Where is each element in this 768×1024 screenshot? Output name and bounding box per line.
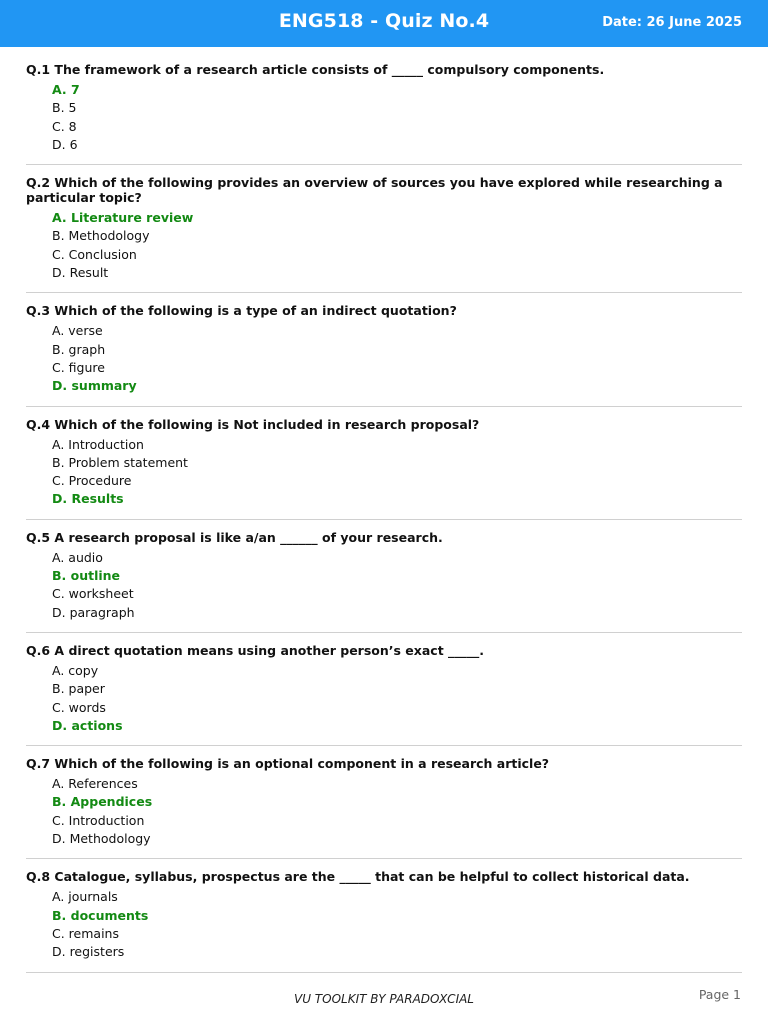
answer-option: D. registers <box>52 944 125 960</box>
header-bar <box>0 0 768 47</box>
answer-option: A. verse <box>52 323 103 339</box>
answer-option: A. journals <box>52 889 118 905</box>
correct-answer-option: B. outline <box>52 568 121 584</box>
option-list <box>26 209 742 282</box>
answer-option: C. Procedure <box>52 473 132 489</box>
answer-option: C. figure <box>52 359 105 375</box>
question-block <box>26 175 742 293</box>
correct-answer-option: D. summary <box>52 378 137 394</box>
question-text: Q.5 A research proposal is like a/an ______ of your research. <box>26 529 443 545</box>
answer-option: C. words <box>52 699 106 715</box>
option-list <box>26 81 742 154</box>
question-block <box>26 530 742 633</box>
correct-answer-option: B. Appendices <box>52 794 153 810</box>
answer-option: B. paper <box>52 681 105 697</box>
answer-option: C. 8 <box>52 118 77 134</box>
question-block <box>26 869 742 972</box>
question-block <box>26 303 742 406</box>
option-list <box>26 888 742 961</box>
correct-answer-option: B. documents <box>52 907 149 923</box>
answer-option: B. Problem statement <box>52 454 188 470</box>
option-list <box>26 436 742 509</box>
correct-answer-option: D. actions <box>52 717 123 733</box>
question-text: Q.7 Which of the following is an optional component in a research article? <box>26 756 550 772</box>
answer-option: B. 5 <box>52 100 77 116</box>
option-list <box>26 775 742 848</box>
question-text: Q.2 Which of the following provides an overview of sources you have explored while researching a particular topic? <box>26 175 723 206</box>
question-text: Q.1 The framework of a research article consists of _____ compulsory components. <box>26 62 605 77</box>
answer-option: A. References <box>52 776 138 792</box>
question-block <box>26 643 742 746</box>
question-list <box>26 62 742 983</box>
answer-option: A. Introduction <box>52 436 144 452</box>
answer-option: C. Introduction <box>52 812 145 828</box>
answer-option: A. audio <box>52 549 103 565</box>
option-list <box>26 662 742 735</box>
question-text: Q.8 Catalogue, syllabus, prospectus are the _____ that can be helpful to collect historical data. <box>26 869 690 885</box>
answer-option: C. Conclusion <box>52 246 137 262</box>
page-title: ENG518 - Quiz No.4 <box>278 10 490 32</box>
footer-credit: VU TOOLKIT BY PARADOXCIAL <box>293 992 474 1006</box>
answer-option: D. 6 <box>52 136 78 152</box>
option-list <box>26 549 742 622</box>
answer-option: D. Result <box>52 265 109 281</box>
correct-answer-option: A. Literature review <box>52 210 194 226</box>
answer-option: D. paragraph <box>52 604 135 620</box>
question-text: Q.4 Which of the following is Not included in research proposal? <box>26 416 480 432</box>
correct-answer-option: A. 7 <box>52 82 80 97</box>
option-list <box>26 322 742 395</box>
answer-option: B. graph <box>52 341 106 357</box>
question-text: Q.6 A direct quotation means using another person’s exact _____. <box>26 642 485 658</box>
question-block <box>26 756 742 859</box>
answer-option: B. Methodology <box>52 228 150 244</box>
question-block <box>26 62 742 165</box>
answer-option: C. remains <box>52 925 119 941</box>
question-text: Q.3 Which of the following is a type of an indirect quotation? <box>26 303 457 319</box>
correct-answer-option: D. Results <box>52 491 124 507</box>
answer-option: A. copy <box>52 662 99 678</box>
quiz-date: Date: 26 June 2025 <box>602 15 742 30</box>
answer-option: D. Methodology <box>52 831 151 847</box>
answer-option: C. worksheet <box>52 586 134 602</box>
page-number: Page 1 <box>698 987 741 1002</box>
question-block <box>26 417 742 520</box>
